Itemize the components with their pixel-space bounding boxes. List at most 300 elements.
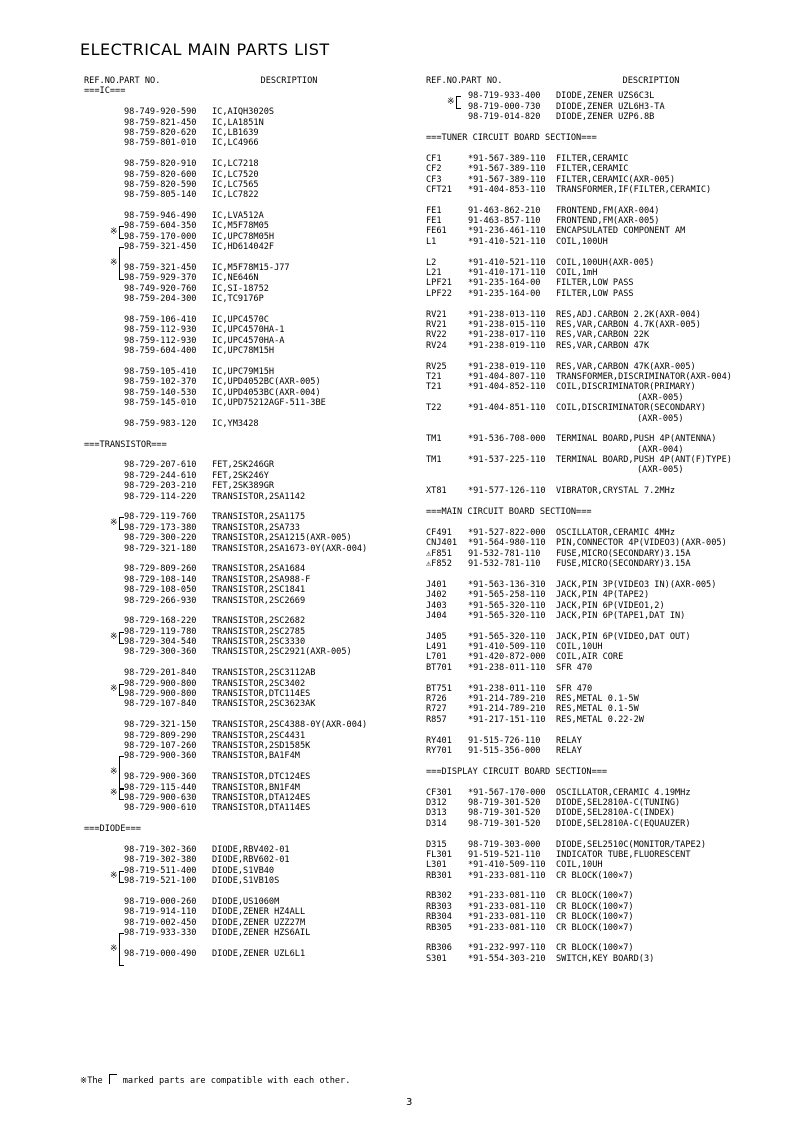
ref-no [84,585,124,595]
section-heading: ===TUNER CIRCUIT BOARD SECTION=== [426,132,597,143]
description: RES,METAL 0.1-5W [556,694,639,705]
description: TRANSISTOR,2SC1841 [212,585,306,596]
description: RES,VAR,CARBON 4.7K(AXR-005) [556,319,701,330]
ref-no: RB305 [426,922,452,933]
parts-row [84,471,404,481]
parts-row [84,741,404,751]
description: IC,LC7565 [212,179,259,190]
part-no: *91-404-807-110 [468,371,546,382]
description: IC,UPC78M05H [212,231,275,242]
description: RES,VAR,CARBON 22K [556,330,650,341]
ref-no [84,523,124,533]
description: DIODE,ZENER UZL6L1 [212,948,306,959]
compatibility-mark: ※ [110,631,118,642]
parts-row [426,559,771,569]
description: DIODE,RBV402-01 [212,844,290,855]
part-no: 98-729-809-290 [124,730,197,741]
footer-text: marked parts are compatible with each other. [122,1076,351,1086]
part-no: *91-404-851-110 [468,403,546,414]
part-no: 98-729-168-220 [124,616,197,627]
part-no: *91-410-521-110 [468,236,546,247]
parts-row [84,772,404,782]
description: JACK,PIN 6P(TAPE1,DAT IN) [556,610,686,621]
parts-row [84,949,404,959]
parts-row [426,611,771,621]
description: DIODE,ZENER UZZ27M [212,917,306,928]
ref-no [84,419,124,429]
ref-no [84,273,124,283]
parts-row [84,564,404,574]
description: IC,UPC4570HA-1 [212,325,285,336]
description: IC,UPC78M15H [212,346,275,357]
description: SFR 470 [556,662,593,673]
description: IC,HD614042F [212,242,275,253]
ref-no: FL301 [426,849,452,860]
part-no: 98-729-201-840 [124,668,197,679]
description: FRONTEND,FM(AXR-004) [556,205,660,216]
part-no: 98-719-000-260 [124,896,197,907]
part-no: 98-729-107-260 [124,741,197,751]
section-heading: ===DISPLAY CIRCUIT BOARD SECTION=== [426,766,608,777]
parts-row [426,788,771,798]
part-no: 98-729-321-150 [124,720,197,731]
part-no: 98-759-106-410 [124,314,197,325]
part-no: 98-759-140-530 [124,387,197,398]
parts-row [426,871,771,881]
row-spacer [426,777,771,787]
part-no: 91-515-356-000 [468,746,541,756]
parts-row [426,652,771,662]
parts-row [84,845,404,855]
part-no: 98-759-204-300 [124,294,197,305]
ref-no: T21 [426,382,442,393]
header-ref-no: REF.NO. [84,76,121,86]
parts-row [426,216,771,226]
part-no: 98-719-301-520 [468,808,541,819]
description: TERMINAL BOARD,PUSH 4P(ANT(F)TYPE) [556,455,732,466]
ref-no [84,284,124,294]
compatibility-mark: ※ [110,766,118,777]
description: INDICATOR TUBE,FLUORESCENT [556,849,691,860]
part-no: 98-729-107-840 [124,699,197,710]
ref-no [84,180,124,190]
part-no: *91-536-708-000 [468,434,546,445]
parts-row [84,107,404,117]
row-spacer [426,569,771,579]
row-spacer [426,933,771,943]
part-no: 98-759-820-600 [124,169,197,180]
row-spacer [84,710,404,720]
ref-no: TM1 [426,434,442,445]
part-no: 98-729-900-360 [124,772,197,783]
part-no: *91-410-509-110 [468,860,546,871]
part-no: *91-564-980-110 [468,538,546,549]
part-no: 98-719-301-520 [468,797,541,808]
row-spacer [426,351,771,361]
ref-no [84,699,124,709]
ref-no [84,627,124,637]
part-no: *91-565-320-110 [468,610,546,621]
ref-no: CFT21 [426,184,452,195]
ref-no: CF301 [426,787,452,798]
part-no: *91-410-509-110 [468,642,546,653]
ref-no: CF2 [426,164,442,175]
description-continuation: (AXR-005) [637,465,684,476]
description: CR BLOCK(100×7) [556,912,634,923]
ref-no [84,232,124,242]
description: TRANSISTOR,BN1F4M [212,782,300,793]
parts-row [84,336,404,346]
ref-no [84,897,124,907]
description: JACK,PIN 6P(VIDEO,DAT OUT) [556,631,691,642]
parts-row [426,310,771,320]
part-no: *91-420-872-000 [468,652,546,663]
description: TRANSISTOR,DTC114ES [212,689,311,700]
row-spacer [426,476,771,486]
description: TRANSISTOR,2SC2682 [212,616,306,627]
parts-row [84,544,404,554]
ref-no [84,564,124,574]
ref-no: R857 [426,714,447,725]
part-no: *91-567-389-110 [468,174,546,185]
parts-row [426,850,771,860]
description: IC,UPD4052BC(AXR-005) [212,377,321,388]
row-spacer [426,725,771,735]
description-continuation: (AXR-005) [637,392,684,403]
description: TRANSISTOR,2SC4431 [212,730,306,741]
part-no: *91-238-011-110 [468,662,546,673]
compatibility-mark: ※ [110,257,118,268]
description: FUSE,MICRO(SECONDARY)3.15A [556,548,691,559]
parts-row [84,533,404,543]
part-no: *91-565-320-110 [468,600,546,611]
parts-row [426,798,771,808]
description: IC,LVA512A [212,211,264,222]
row-spacer [426,621,771,631]
part-no: *91-238-019-110 [468,361,546,372]
ref-no: J404 [426,610,447,621]
section-heading: ===MAIN CIRCUIT BOARD SECTION=== [426,507,592,518]
ref-no: D315 [426,839,447,850]
parts-row [426,808,771,818]
part-no: 91-463-862-210 [468,205,541,216]
part-no: 98-719-002-450 [124,917,197,928]
part-no: *91-238-015-110 [468,319,546,330]
description: DIODE,SEL2810A-C(INDEX) [556,808,675,819]
part-no: 98-759-805-140 [124,190,197,201]
parts-row [84,118,404,128]
description: RELAY [556,735,582,746]
parts-row [84,616,404,626]
part-no: *91-235-164-00 [468,288,541,299]
ref-no [84,720,124,730]
description: TRANSISTOR,2SC4388-0Y(AXR-004) [212,720,368,731]
parts-row [84,855,404,865]
part-no: *91-233-081-110 [468,870,546,881]
description: TRANSISTOR,2SA1673-0Y(AXR-004) [212,543,368,554]
description: JACK,PIN 4P(TAPE2) [556,590,650,601]
part-no: *91-410-171-110 [468,268,546,279]
ref-no [84,118,124,128]
description: TRANSISTOR,DTC124ES [212,772,311,783]
ref-no: J402 [426,590,447,601]
parts-row [426,840,771,850]
description: IC,LC7218 [212,159,259,170]
part-no: *91-410-521-110 [468,257,546,268]
parts-row [426,362,771,372]
description: COIL,AIR CORE [556,652,624,663]
footer-prefix: ※The [80,1076,103,1086]
row-spacer [84,938,404,948]
part-no: 98-749-920-760 [124,283,197,294]
parts-row [84,668,404,678]
parts-row [84,897,404,907]
part-no: *91-527-822-000 [468,527,546,538]
parts-row [84,315,404,325]
ref-no: D313 [426,808,447,819]
description: COIL,DISCRIMINATOR(SECONDARY) [556,403,707,414]
compatibility-mark: ※ [110,517,118,528]
part-no: 98-729-900-630 [124,792,197,803]
parts-row [426,923,771,933]
compatibility-mark: ※ [110,787,118,798]
description: IC,M5F78M05 [212,221,269,232]
description-continuation: (AXR-005) [637,413,684,424]
part-no: 98-729-900-800 [124,689,197,700]
ref-no: RY701 [426,746,452,756]
ref-no: BT701 [426,662,452,673]
ref-no: J403 [426,600,447,611]
row-spacer [84,149,404,159]
ref-no: S301 [426,953,447,964]
description: IC,UPC79M15H [212,366,275,377]
part-no: 98-729-108-140 [124,574,197,585]
part-no: *91-233-081-110 [468,922,546,933]
ref-no [84,388,124,398]
ref-no [84,637,124,647]
part-no: *91-235-164-00 [468,278,541,289]
description: OSCILLATOR,CERAMIC 4MHz [556,527,675,538]
part-no: 98-729-304-540 [124,637,197,648]
ref-no [84,211,124,221]
parts-row [84,481,404,491]
description: RES,VAR,CARBON 47K [556,340,650,351]
parts-row [426,528,771,538]
ref-no [84,647,124,657]
parts-row [84,575,404,585]
row-spacer [84,253,404,263]
description: DIODE,RBV602-01 [212,855,290,866]
description: COIL,10UH [556,860,603,871]
description: RES,METAL 0.1-5W [556,704,639,715]
row-spacer [426,881,771,891]
ref-no: R726 [426,694,447,705]
parts-row [84,377,404,387]
header-description: DESCRIPTION [622,76,680,86]
parts-row [426,164,771,174]
parts-row [426,226,771,236]
description: TRANSISTOR,2SA1684 [212,564,306,575]
ref-no [84,918,124,928]
parts-row [426,538,771,548]
part-no: *91-233-081-110 [468,891,546,902]
description: FILTER,LOW PASS [556,288,634,299]
description: OSCILLATOR,CERAMIC 4.19MHz [556,787,691,798]
parts-row [84,159,404,169]
parts-row [426,278,771,288]
row-spacer [84,606,404,616]
parts-row [84,138,404,148]
parts-row [426,819,771,829]
description: DIODE,ZENER HZ4ALL [212,907,306,918]
ref-no [84,596,124,606]
description: IC,UPC4570C [212,314,269,325]
ref-no: FE1 [426,216,442,227]
part-no: 98-729-244-610 [124,470,197,481]
description: FET,2SK246GR [212,460,275,471]
parts-row [84,647,404,657]
part-no: 98-719-014-820 [468,112,541,123]
description: TRANSISTOR,2SC2669 [212,595,306,606]
description: IC,AIQH3020S [212,107,275,118]
description: TRANSISTOR,2SA1175 [212,512,306,523]
part-no: 98-729-900-360 [124,751,197,762]
row-spacer [84,97,404,107]
ref-no [84,367,124,377]
ref-no [426,102,468,112]
description: IC,LC7520 [212,169,259,180]
parts-row [426,704,771,714]
parts-row [426,746,771,756]
part-no: 98-719-000-490 [124,948,197,959]
part-no: *91-217-151-110 [468,714,546,725]
description: TRANSISTOR,BA1F4M [212,751,300,762]
description: RELAY [556,746,582,756]
ref-no: J401 [426,579,447,590]
row-spacer [426,247,771,257]
description: DIODE,ZENER UZL6H3-TA [556,101,665,112]
row-spacer [84,429,404,439]
description: TRANSISTOR,2SA733 [212,522,300,533]
description: RES,METAL 0.22-2W [556,714,644,725]
description: SFR 470 [556,683,593,694]
ref-no [84,845,124,855]
part-no: 98-759-820-910 [124,159,197,170]
parts-row [426,289,771,299]
part-no: 98-729-119-780 [124,626,197,637]
compatibility-mark: ※ [110,943,118,954]
row-spacer [426,497,771,507]
parts-row [84,284,404,294]
description: FET,2SK389GR [212,481,275,492]
ref-no [84,928,124,938]
parts-row [426,694,771,704]
parts-row [84,523,404,533]
part-no: 98-759-604-350 [124,221,197,232]
row-spacer [426,123,771,133]
section-heading: ===IC=== [84,86,126,97]
ref-no: LPF22 [426,288,452,299]
description: TRANSISTOR,2SC3402 [212,678,306,689]
description: TRANSFORMER,DISCRIMINATOR(AXR-004) [556,371,732,382]
ref-no: RB303 [426,901,452,912]
part-no: 98-719-301-520 [468,818,541,829]
description: IC,UPD4053BC(AXR-004) [212,387,321,398]
left-column [84,76,404,959]
ref-no [84,460,124,470]
ref-no: R727 [426,704,447,715]
ref-no: D312 [426,797,447,808]
parts-row [426,684,771,694]
parts-row [426,860,771,870]
parts-row [84,751,404,777]
row-spacer [426,195,771,205]
part-no: 98-729-900-610 [124,803,197,814]
description: DIODE,ZENER HZS6AIL [212,928,311,939]
parts-row [426,715,771,725]
part-no: 98-759-801-010 [124,138,197,149]
parts-row [426,954,771,964]
row-spacer [84,502,404,512]
parts-row [84,720,404,730]
ref-no: FE61 [426,226,447,237]
parts-row [426,590,771,600]
row-spacer [84,835,404,845]
ref-no [84,107,124,117]
bracket-icon [109,1074,117,1084]
ref-no [426,112,468,122]
part-no: 98-729-207-610 [124,460,197,471]
part-no: 98-729-300-360 [124,647,197,658]
description: RES,ADJ.CARBON 2.2K(AXR-004) [556,309,701,320]
part-no: 98-719-521-100 [124,876,197,887]
ref-no: T21 [426,371,442,382]
part-no: 98-759-170-000 [124,231,197,242]
ref-no: TM1 [426,455,442,466]
row-spacer [84,814,404,824]
part-no: 98-729-115-440 [124,782,197,793]
ref-no: L21 [426,268,442,279]
row-spacer [426,424,771,434]
part-no: 98-759-112-930 [124,335,197,346]
parts-row [426,258,771,268]
part-no: *91-567-170-000 [468,787,546,798]
parts-row [84,325,404,335]
parts-row [84,180,404,190]
description: JACK,PIN 6P(VIDEO1,2) [556,600,665,611]
part-no: *91-238-013-110 [468,309,546,320]
part-no: *91-232-997-110 [468,943,546,954]
description: TRANSISTOR,2SA988-F [212,574,311,585]
parts-row [426,549,771,559]
part-no: *91-238-017-110 [468,330,546,341]
row-spacer [426,143,771,153]
parts-row [84,689,404,699]
footer-note [80,1074,350,1086]
description: TRANSISTOR,2SC2785 [212,626,306,637]
row-spacer [426,299,771,309]
page-number: 3 [406,1097,413,1108]
description: FILTER,LOW PASS [556,278,634,289]
ref-no: CF491 [426,527,452,538]
description: TRANSISTOR,DTA114ES [212,803,311,814]
row-spacer [84,658,404,668]
header-part-no: PART NO. [461,76,503,86]
parts-row [84,637,404,647]
description-continuation: (AXR-004) [637,444,684,455]
row-spacer [84,201,404,211]
description: IC,UPC4570HA-A [212,335,285,346]
